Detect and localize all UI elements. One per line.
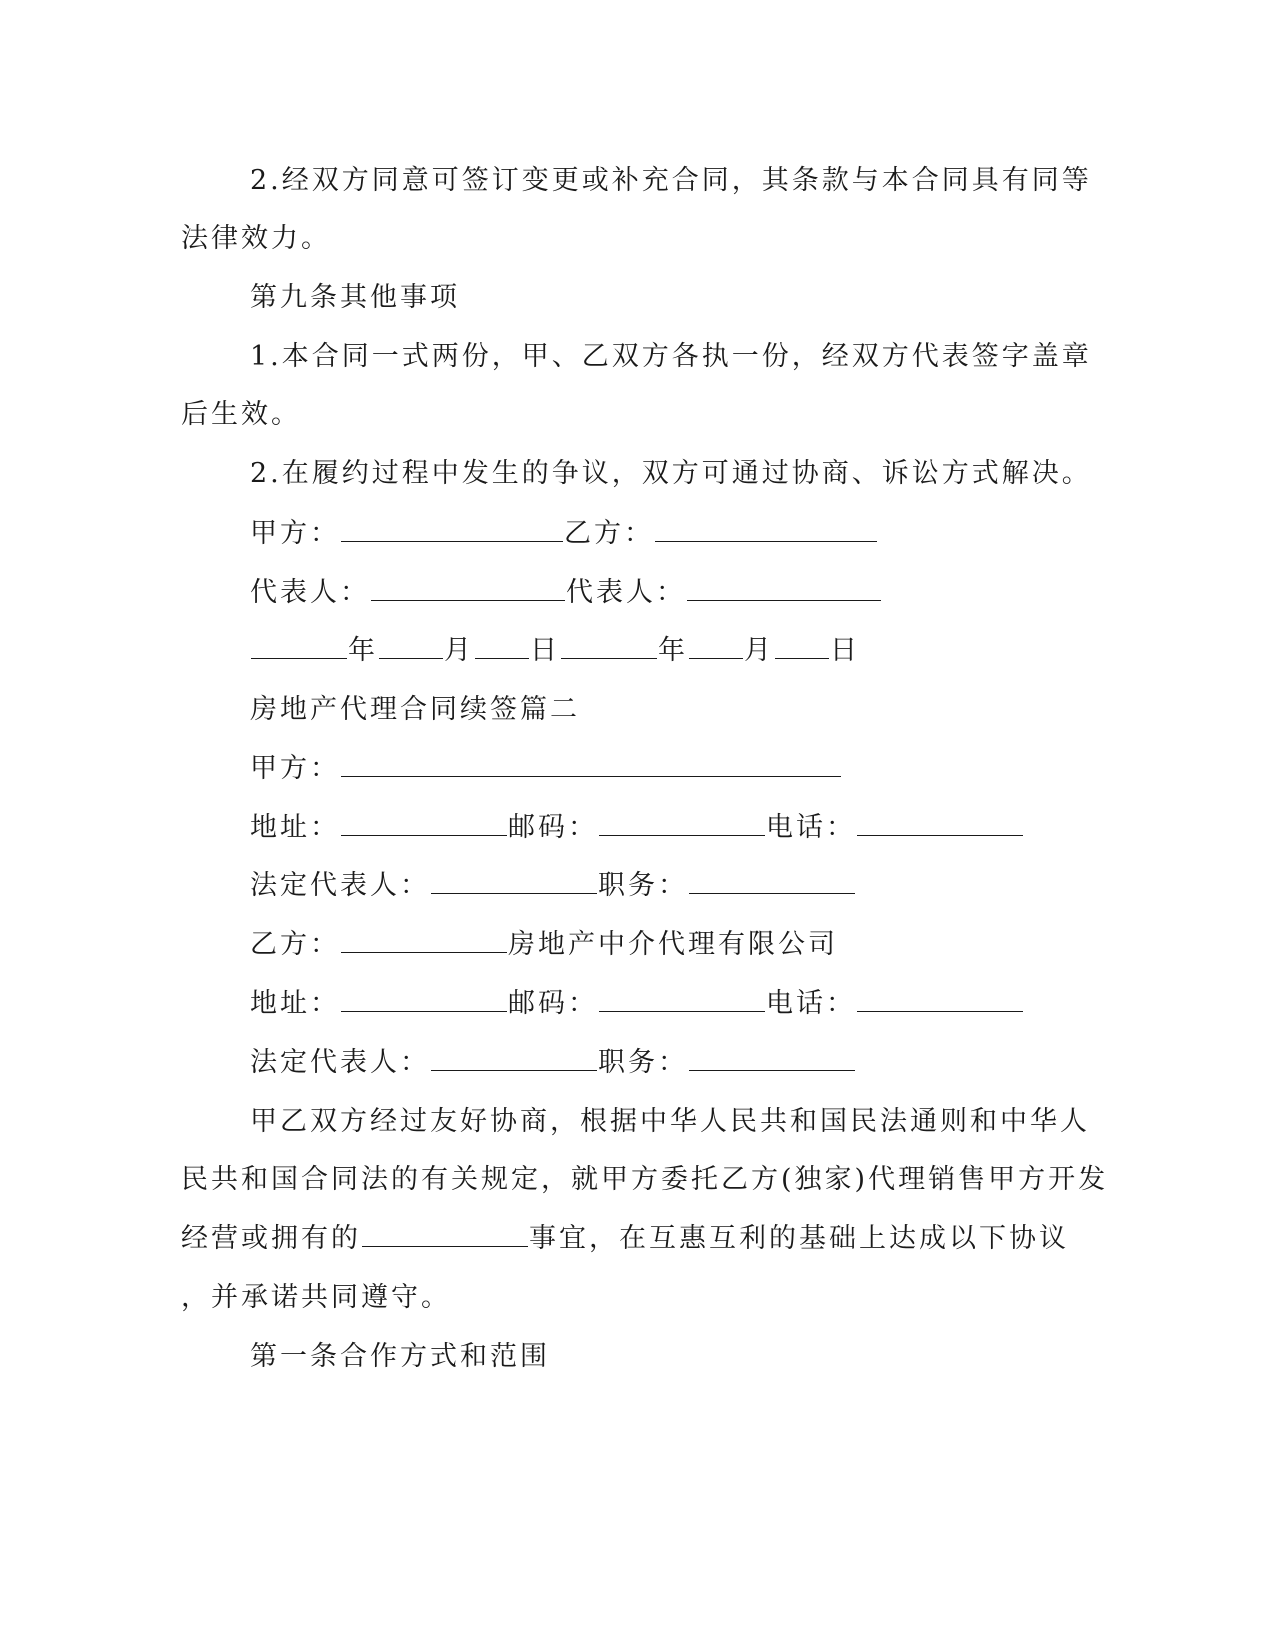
signature-parties-row (250, 517, 878, 551)
party-a-address-blank[interactable] (341, 811, 507, 836)
clause-9-heading: 第九条其他事项 (250, 282, 460, 313)
party-a-label: 甲方： (250, 518, 340, 549)
preamble-line-2: 民共和国合同法的有关规定，就甲方委托乙方(独家)代理销售甲方开发 (181, 1164, 1109, 1195)
party-b-legal-rep-blank[interactable] (431, 1046, 597, 1071)
party-b-day-blank[interactable] (775, 634, 829, 659)
clause-9-item-1-line-2: 后生效。 (181, 399, 301, 430)
party-a-rep-label: 代表人： (250, 577, 370, 608)
clause-9-item-1-line-1: 1.本合同一式两份，甲、乙双方各执一份，经双方代表签字盖章 (250, 341, 1092, 372)
month-label: 月 (744, 635, 774, 666)
form-party-b-blank[interactable] (341, 928, 507, 953)
preamble-line-4: ，并承诺共同遵守。 (181, 1282, 451, 1313)
party-a-phone-blank[interactable] (857, 811, 1023, 836)
clause-8-item-2-line-2: 法律效力。 (181, 223, 331, 254)
clause-9-item-2: 2.在履约过程中发生的争议，双方可通过协商、诉讼方式解决。 (250, 458, 1092, 489)
party-a-year-blank[interactable] (251, 634, 347, 659)
party-b-label: 乙方： (564, 518, 654, 549)
phone-label: 电话： (766, 988, 856, 1019)
party-b-rep-blank[interactable] (687, 576, 881, 601)
party-b-signature-blank[interactable] (655, 517, 877, 542)
party-a-month-blank[interactable] (379, 634, 443, 659)
party-a-postcode-blank[interactable] (599, 811, 765, 836)
day-label: 日 (830, 635, 860, 666)
form-party-b-label: 乙方： (250, 929, 340, 960)
party-a-rep-blank[interactable] (371, 576, 565, 601)
legal-rep-label: 法定代表人： (250, 1047, 430, 1078)
clause-8-item-2-line-1: 2.经双方同意可签订变更或补充合同，其条款与本合同具有同等 (250, 165, 1092, 196)
party-a-position-blank[interactable] (689, 869, 855, 894)
preamble-line-3-prefix: 经营或拥有的 (181, 1223, 361, 1254)
party-a-legal-rep-blank[interactable] (431, 869, 597, 894)
position-label: 职务： (598, 870, 688, 901)
party-b-month-blank[interactable] (689, 634, 743, 659)
party-b-phone-blank[interactable] (857, 987, 1023, 1012)
month-label: 月 (444, 635, 474, 666)
form-party-b-contact-row (250, 987, 1024, 1021)
section-2-title: 房地产代理合同续签篇二 (250, 694, 580, 725)
address-label: 地址： (250, 812, 340, 843)
party-b-year-blank[interactable] (561, 634, 657, 659)
form-party-b-legal-row (250, 1046, 856, 1080)
postcode-label: 邮码： (508, 812, 598, 843)
property-name-blank[interactable] (362, 1222, 528, 1247)
signature-representative-row (250, 576, 882, 610)
year-label: 年 (348, 635, 378, 666)
legal-rep-label: 法定代表人： (250, 870, 430, 901)
day-label: 日 (530, 635, 560, 666)
party-a-day-blank[interactable] (475, 634, 529, 659)
form-party-a-blank[interactable] (341, 752, 841, 777)
signature-date-row (250, 634, 860, 668)
address-label: 地址： (250, 988, 340, 1019)
preamble-line-3 (181, 1222, 1069, 1256)
year-label: 年 (658, 635, 688, 666)
party-b-position-blank[interactable] (689, 1046, 855, 1071)
form-party-a-contact-row (250, 811, 1024, 845)
phone-label: 电话： (766, 812, 856, 843)
form-party-b-row (250, 928, 838, 962)
party-b-company-suffix: 房地产中介代理有限公司 (508, 929, 838, 960)
preamble-line-3-suffix: 事宜，在互惠互利的基础上达成以下协议 (529, 1223, 1069, 1254)
party-b-postcode-blank[interactable] (599, 987, 765, 1012)
preamble-line-1: 甲乙双方经过友好协商，根据中华人民共和国民法通则和中华人 (250, 1106, 1090, 1137)
party-a-signature-blank[interactable] (341, 517, 563, 542)
party-b-rep-label: 代表人： (566, 577, 686, 608)
form-party-a-row (250, 752, 842, 786)
party-b-address-blank[interactable] (341, 987, 507, 1012)
article-1-heading: 第一条合作方式和范围 (250, 1341, 550, 1372)
form-party-a-legal-row (250, 869, 856, 903)
postcode-label: 邮码： (508, 988, 598, 1019)
form-party-a-label: 甲方： (250, 753, 340, 784)
position-label: 职务： (598, 1047, 688, 1078)
